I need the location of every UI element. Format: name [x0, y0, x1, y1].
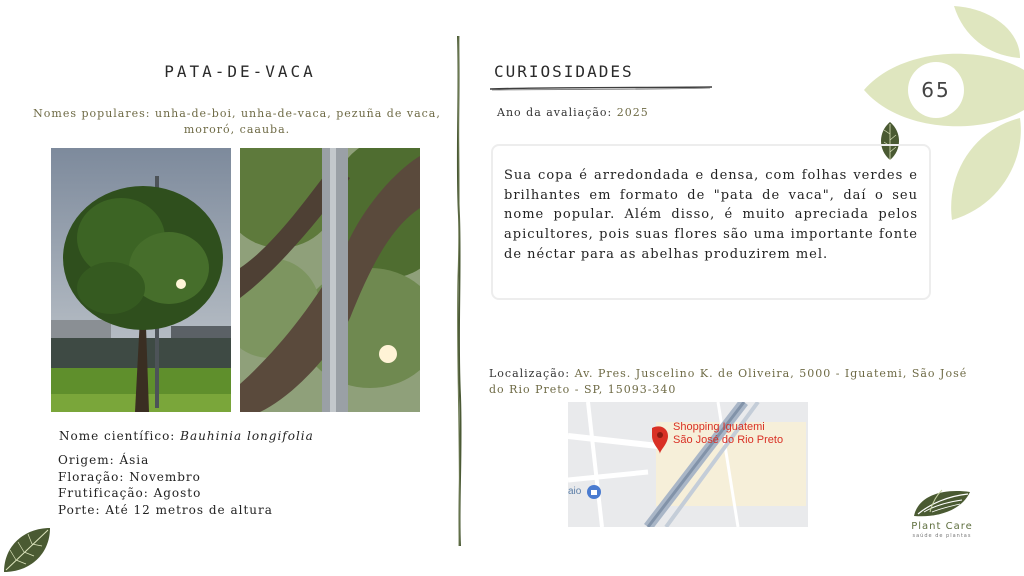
fruiting-row [58, 485, 273, 502]
map-place-label [673, 421, 783, 447]
location-line [489, 366, 979, 397]
map-place-line2: São José do Rio Preto [673, 434, 784, 446]
scientific-name: Bauhinia longifolia [180, 429, 314, 443]
curiosity-text: Sua copa é arredondada e densa, com folhas verdes e brilhantes em formato de "pata de vaca", daí o seu nome popular. Além disso, é muito apreciada pelos apicultores, pois suas flores são uma importante fonte de néctar para as abelhas produzirem mel. [504, 168, 918, 262]
scientific-name-line [59, 429, 314, 443]
map-partial-label: aio [568, 486, 582, 497]
popular-names-value: unha-de-boi, unha-de-vaca, pezuña de vaca, mororó, caauba. [154, 107, 441, 136]
curiosities-title: CURIOSIDADES [494, 62, 634, 81]
logo-tagline: saúde de plantas [912, 533, 972, 539]
size-row [58, 502, 273, 519]
size-value: Até 12 metros de altura [105, 503, 273, 518]
logo-leaf-icon [912, 486, 972, 518]
fruiting-label: Frutificação: [58, 486, 149, 501]
fruiting-value: Agosto [153, 486, 202, 501]
flowering-row [58, 469, 273, 486]
species-facts [58, 452, 273, 519]
scientific-name-label: Nome científico: [59, 429, 176, 443]
flowering-label: Floração: [58, 469, 125, 484]
tree-photo [51, 148, 231, 412]
origin-value: Ásia [119, 453, 150, 467]
curiosity-card [491, 144, 931, 300]
popular-names-label: Nomes populares: [33, 107, 151, 120]
column-divider [452, 36, 466, 546]
size-label: Porte: [58, 503, 101, 518]
evaluation-year: 2025 [616, 106, 649, 119]
origin-row [58, 452, 273, 469]
origin-label: Origem: [58, 453, 115, 467]
page-number-badge: 65 [908, 62, 964, 118]
flowering-value: Novembro [129, 469, 201, 484]
location-address: Av. Pres. Juscelino K. de Oliveira, 5000 - Iguatemi, São José do Rio Preto - SP, 15093-340 [489, 367, 968, 396]
map-place-line1: Shopping Iguatemi [673, 421, 765, 433]
popular-names [32, 106, 442, 138]
trunk-photo [240, 148, 420, 412]
species-title: PATA-DE-VACA [164, 62, 316, 81]
logo-name: Plant Care [911, 521, 973, 532]
location-label: Localização: [489, 367, 571, 380]
evaluation-year-line [497, 106, 649, 119]
leaf-icon-bottom [0, 524, 52, 576]
title-underline [490, 84, 712, 92]
evaluation-year-label: Ano da avaliação: [497, 106, 613, 119]
